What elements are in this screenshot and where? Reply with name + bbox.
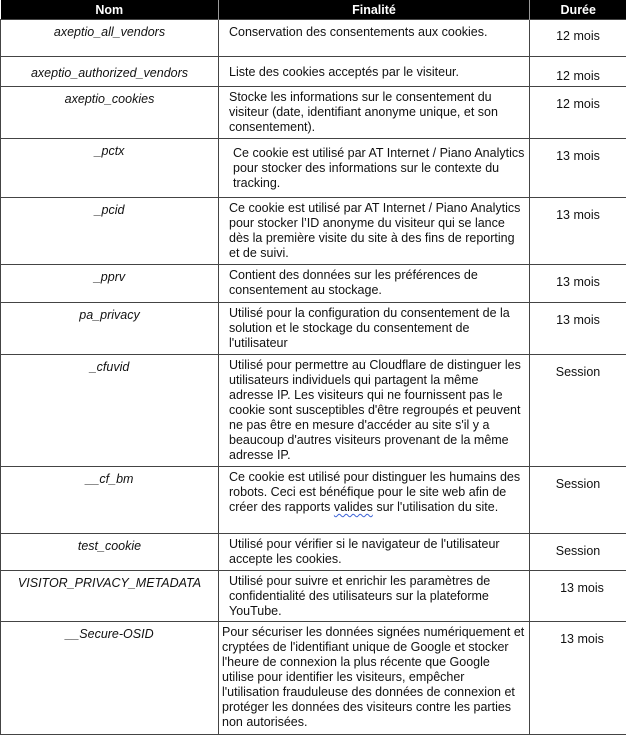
cookie-purpose: Utilisé pour permettre au Cloudflare de distinguer les utilisateurs individuels qui partagent la même adresse IP. Les visiteurs qui ne fournissent pas le cookie sont susceptibles d'être regroupés et peuvent ne pas être en mesure d'accéder au site s'il y a beaucoup d'autres visiteurs provenant de la même adresse IP. [219, 355, 530, 467]
cookie-purpose: Utilisé pour suivre et enrichir les paramètres de confidentialité des utilisateurs sur la plateforme YouTube. [219, 571, 530, 622]
table-row [1, 20, 626, 57]
cookie-name: __Secure-OSID [1, 622, 219, 735]
cookie-name: _cfuvid [1, 355, 219, 467]
cookie-duration: Session [530, 534, 626, 571]
cookie-purpose: Utilisé pour la configuration du consentement de la solution et le stockage du consentement de l'utilisateur [219, 303, 530, 355]
cookie-name: pa_privacy [1, 303, 219, 355]
table-row [1, 198, 626, 265]
header-finalite: Finalité [219, 0, 530, 20]
cookie-purpose: Contient des données sur les préférences de consentement au stockage. [219, 265, 530, 303]
table-row [1, 622, 626, 735]
cookie-duration: 13 mois [530, 265, 626, 303]
cookie-purpose: Conservation des consentements aux cookies. [219, 20, 530, 57]
table-row [1, 467, 626, 534]
table-row [1, 534, 626, 571]
cookie-name: _pcid [1, 198, 219, 265]
cookie-purpose: Utilisé pour vérifier si le navigateur de l'utilisateur accepte les cookies. [219, 534, 530, 571]
cookie-purpose: Liste des cookies acceptés par le visiteur. [219, 57, 530, 87]
table-row [1, 265, 626, 303]
cookie-purpose: Stocke les informations sur le consentement du visiteur (date, identifiant anonyme unique, et son consentement). [219, 87, 530, 139]
cookie-name: axeptio_cookies [1, 87, 219, 139]
header-row [1, 0, 626, 20]
table-row [1, 139, 626, 198]
cookie-duration: 12 mois [530, 57, 626, 87]
cookie-duration: 13 mois [530, 139, 626, 198]
spellcheck-word: valides [333, 500, 373, 514]
cookie-purpose: Ce cookie est utilisé par AT Internet / Piano Analytics pour stocker l’ID anonyme du visiteur qui se lance dès la première visite du site à des fins de reporting et de suivi. [219, 198, 530, 265]
cookie-name: _pctx [1, 139, 219, 198]
header-nom: Nom [1, 0, 219, 20]
cookie-duration: Session [530, 467, 626, 534]
cookie-purpose: Pour sécuriser les données signées numériquement et cryptées de l'identifiant unique de Google et stocker l'heure de connexion la plus récente que Google utilise pour identifier les visiteurs, empêcher l'utilisation frauduleuse des données de connexion et protéger les données des visiteurs contre les parties non autorisées. [219, 622, 530, 735]
cookie-purpose [219, 467, 530, 534]
cookie-name: axeptio_all_vendors [1, 20, 219, 57]
purpose-text-start: Ce cookie est utilisé pour distinguer les humains des robots. Ceci est bénéfique pour le site web afin de créer des rapports [229, 470, 521, 514]
cookie-duration: 12 mois [530, 20, 626, 57]
purpose-text-end: sur l'utilisation du site. [372, 500, 499, 514]
cookie-duration: 12 mois [530, 87, 626, 139]
cookie-name: __cf_bm [1, 467, 219, 534]
cookie-duration: 13 mois [530, 571, 626, 622]
cookie-duration: 13 mois [530, 303, 626, 355]
table-row [1, 303, 626, 355]
table-row [1, 87, 626, 139]
cookie-name: _pprv [1, 265, 219, 303]
cookie-duration: 13 mois [530, 622, 626, 735]
cookie-duration: 13 mois [530, 198, 626, 265]
cookie-name: test_cookie [1, 534, 219, 571]
table-row [1, 57, 626, 87]
header-duree: Durée [530, 0, 626, 20]
cookie-purpose: Ce cookie est utilisé par AT Internet / Piano Analytics pour stocker des informations sur le contexte du tracking. [219, 139, 530, 198]
table-row [1, 355, 626, 467]
cookie-duration: Session [530, 355, 626, 467]
table-row [1, 571, 626, 622]
cookie-name: axeptio_authorized_vendors [1, 57, 219, 87]
cookie-name: VISITOR_PRIVACY_METADATA [1, 571, 219, 622]
